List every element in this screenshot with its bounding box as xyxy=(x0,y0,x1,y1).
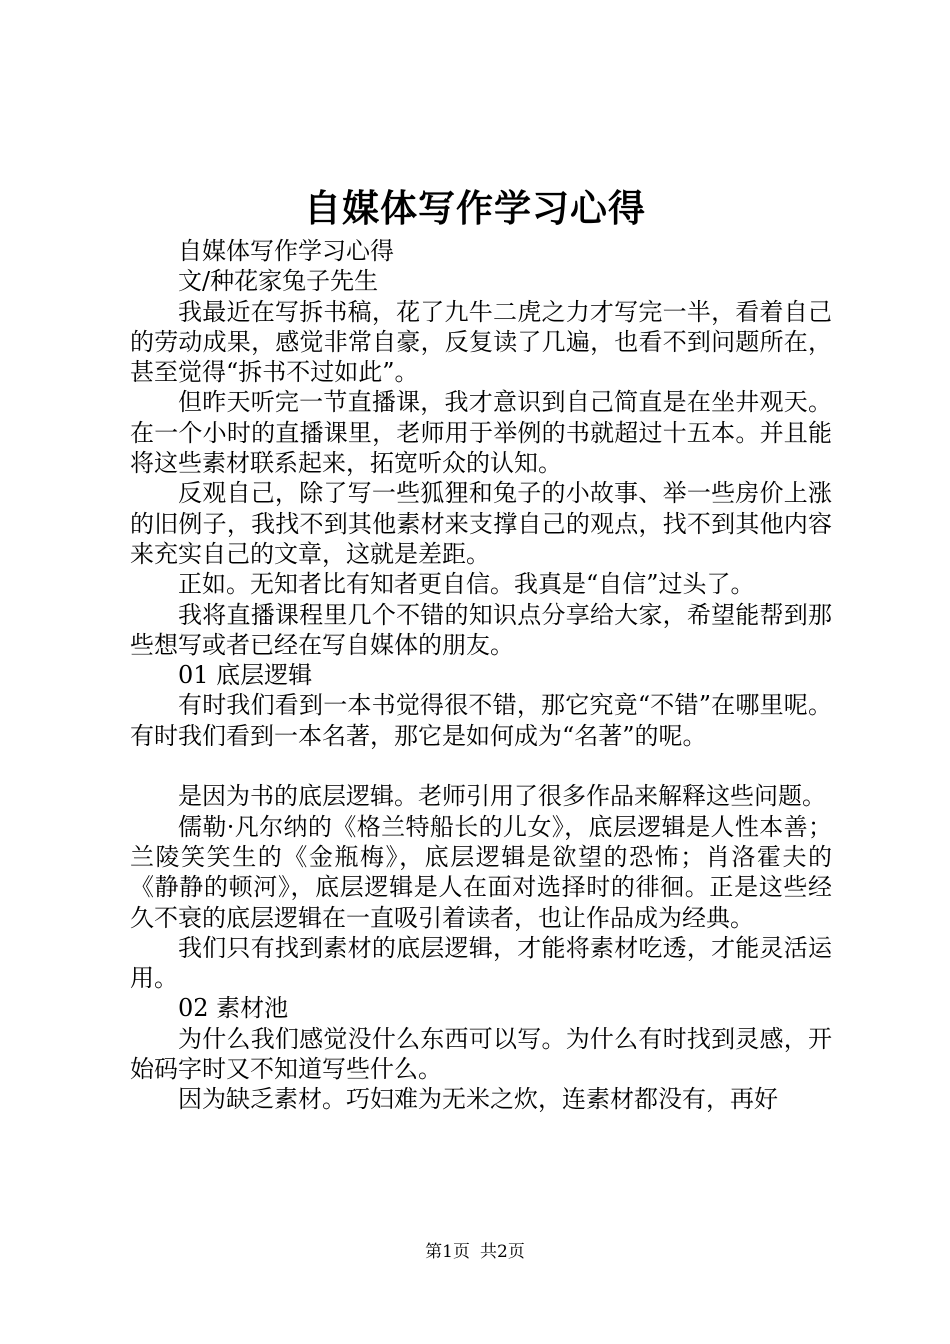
paragraph: 是因为书的底层逻辑。老师引用了很多作品来解释这些问题。 xyxy=(178,782,826,811)
paragraph: 为什么我们感觉没什么东西可以写。为什么有时找到灵感，开始码字时又不知道写些什么。 xyxy=(130,1024,832,1084)
paragraph: 有时我们看到一本书觉得很不错，那它究竟“不错”在哪里呢。有时我们看到一本名著，那它是如何成为“名著”的呢。 xyxy=(130,691,832,750)
section-heading: 02 素材池 xyxy=(178,994,289,1023)
document-title: 自媒体写作学习心得 xyxy=(304,186,646,230)
paragraph: 正如。无知者比有知者更自信。我真是“自信”过头了。 xyxy=(178,570,755,599)
page-number: 第1页 xyxy=(425,1242,470,1262)
section-heading: 01 底层逻辑 xyxy=(178,661,313,690)
paragraph: 我们只有找到素材的底层逻辑，才能将素材吃透，才能灵活运用。 xyxy=(130,933,832,993)
paragraph-subtitle: 自媒体写作学习心得 xyxy=(178,237,394,265)
paragraph: 反观自己，除了写一些狐狸和兔子的小故事、举一些房价上涨的旧例子，我找不到其他素材来支撑自己的观点，找不到其他内容来充实自己的文章，这就是差距。 xyxy=(130,479,832,568)
paragraph: 儒勒·凡尔纳的《格兰特船长的儿女》，底层逻辑是人性本善；兰陵笑笑生的《金瓶梅》，底层逻辑是欲望的恐怖；肖洛霍夫的《静静的顿河》，底层逻辑是人在面对选择时的徘徊。正是这些经久不衰的底层逻辑在一直吸引着读者，也让作品成为经典。 xyxy=(130,812,832,932)
document-body xyxy=(130,236,832,1115)
paragraph: 我最近在写拆书稿，花了九牛二虎之力才写完一半，看着自己的劳动成果，感觉非常自豪，反复读了几遍，也看不到问题所在，甚至觉得“拆书不过如此”。 xyxy=(130,297,832,387)
paragraph-author: 文/种花家兔子先生 xyxy=(178,267,379,296)
page-footer xyxy=(0,1240,950,1264)
blank-line xyxy=(130,751,832,781)
paragraph: 因为缺乏素材。巧妇难为无米之炊，连素材都没有，再好 xyxy=(178,1085,778,1114)
paragraph: 但昨天听完一节直播课，我才意识到自己简直是在坐井观天。在一个小时的直播课里，老师用于举例的书就超过十五本。并且能将这些素材联系起来，拓宽听众的认知。 xyxy=(130,388,832,478)
paragraph: 我将直播课程里几个不错的知识点分享给大家，希望能帮到那些想写或者已经在写自媒体的朋友。 xyxy=(130,600,832,659)
page-total: 共2页 xyxy=(480,1242,525,1262)
